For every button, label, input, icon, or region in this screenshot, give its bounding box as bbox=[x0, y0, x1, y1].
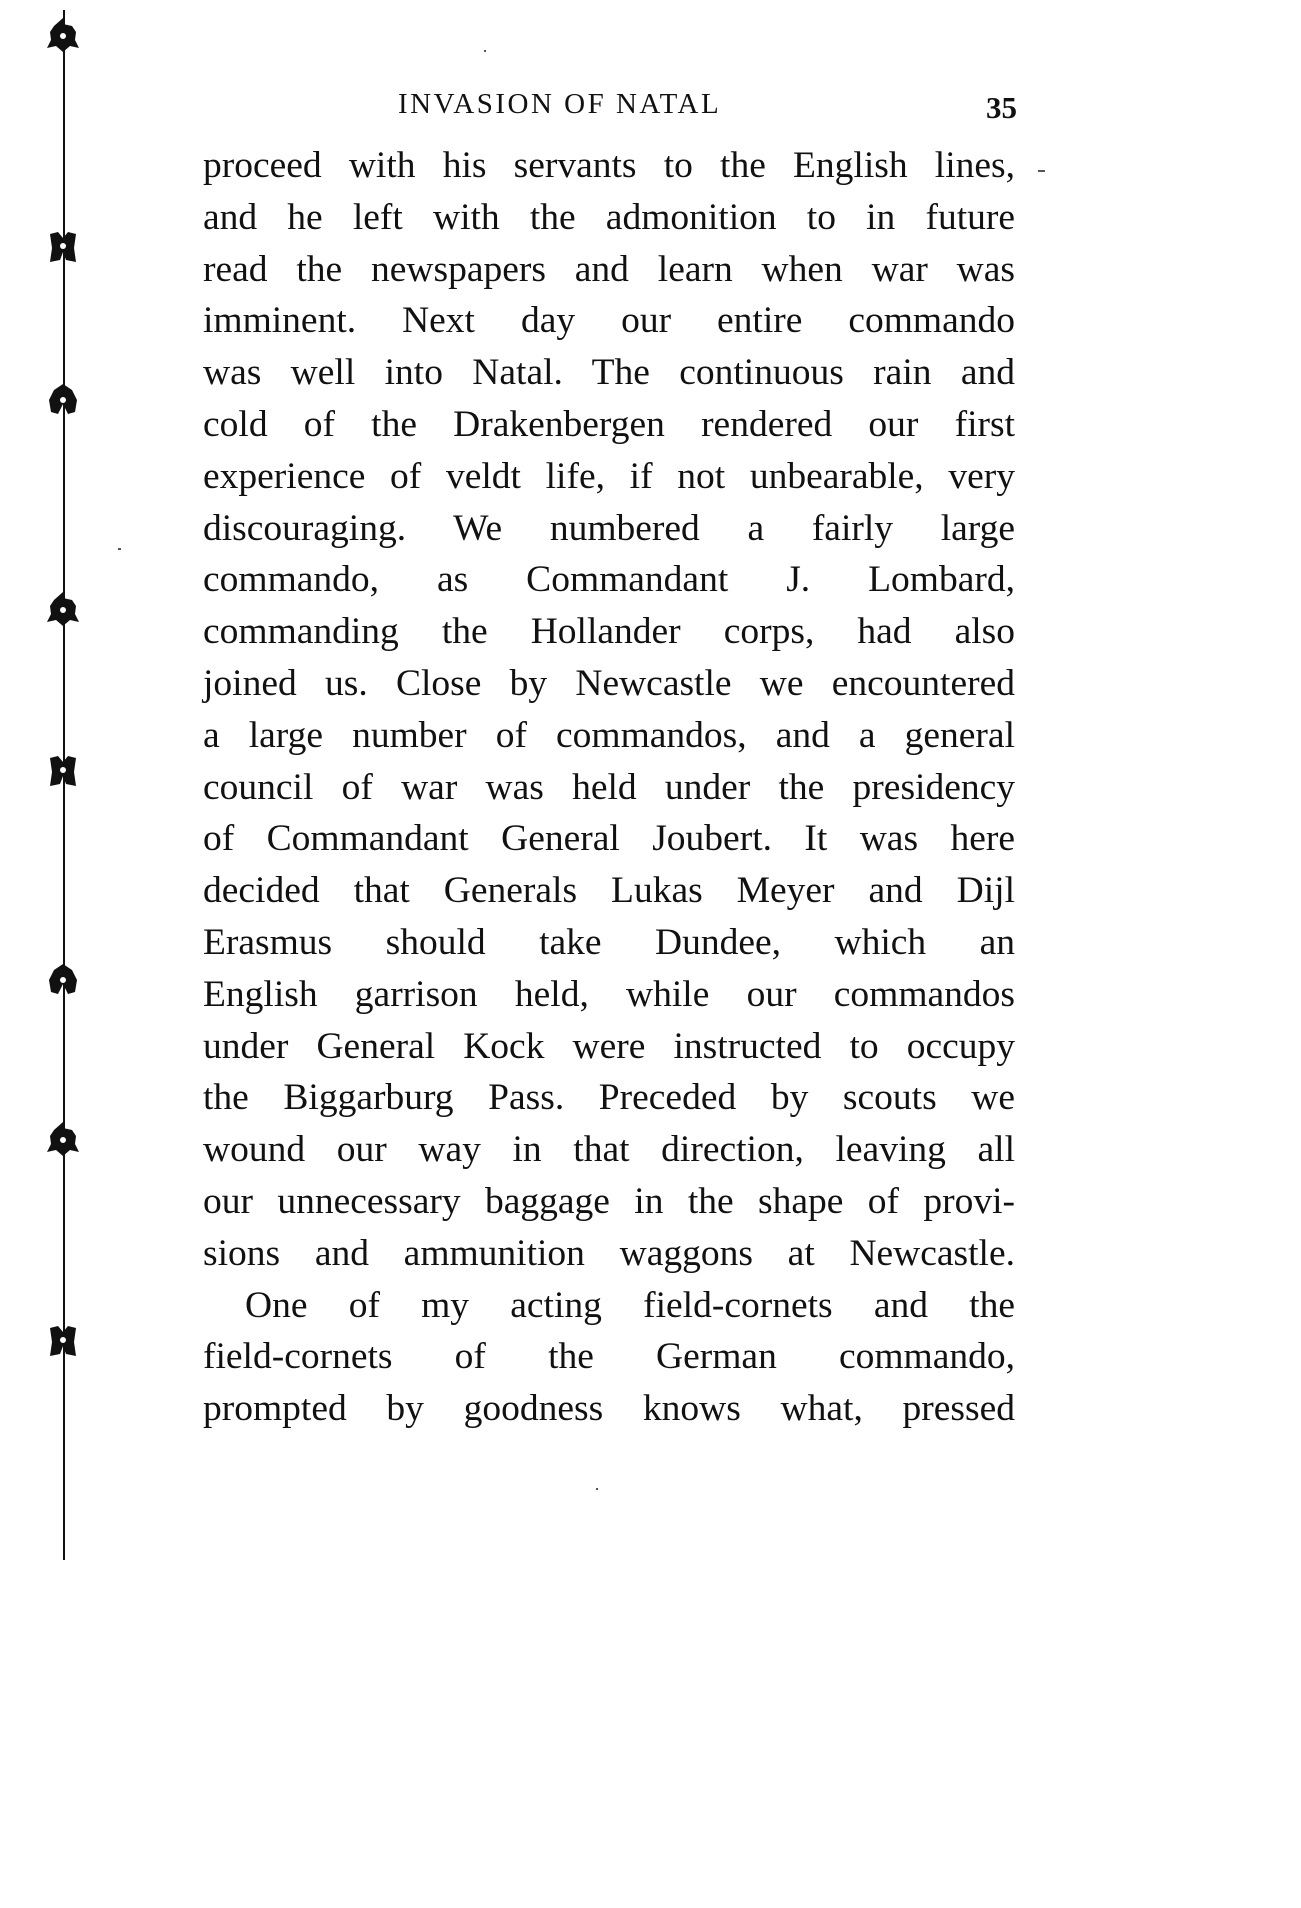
text-line: experience of veldt life, if not unbearable, very bbox=[203, 455, 1015, 497]
body-text bbox=[203, 140, 1015, 1435]
ornamental-border-icon bbox=[46, 962, 80, 1002]
text-line: prompted by goodness knows what, pressed bbox=[203, 1388, 1015, 1430]
text-line: cold of the Drakenbergen rendered our first bbox=[203, 403, 1015, 445]
text-line: the Biggarburg Pass. Preceded by scouts we bbox=[203, 1077, 1015, 1119]
ornamental-border-icon bbox=[46, 382, 80, 422]
ornamental-border-icon bbox=[46, 18, 80, 58]
ornamental-border-icon bbox=[46, 1122, 80, 1162]
text-line: council of war was held under the presidency bbox=[203, 766, 1015, 808]
ornamental-border-icon bbox=[46, 1322, 80, 1362]
text-line: of Commandant General Joubert. It was here bbox=[203, 818, 1015, 860]
text-line: Erasmus should take Dundee, which an bbox=[203, 921, 1015, 963]
text-line: sions and ammunition waggons at Newcastle. bbox=[203, 1232, 1015, 1274]
text-line: commando, as Commandant J. Lombard, bbox=[203, 559, 1015, 601]
text-line: under General Kock were instructed to occupy bbox=[203, 1025, 1015, 1067]
text-line: joined us. Close by Newcastle we encountered bbox=[203, 662, 1015, 704]
text-line: our unnecessary baggage in the shape of provi- bbox=[203, 1180, 1015, 1222]
ornamental-border-icon bbox=[46, 228, 80, 268]
text-line: proceed with his servants to the English lines, bbox=[203, 145, 1015, 186]
text-line: One of my acting field-cornets and the bbox=[245, 1284, 1015, 1326]
text-line: field-cornets of the German commando, bbox=[203, 1336, 1015, 1378]
text-line: a large number of commandos, and a general bbox=[203, 714, 1015, 756]
text-line: and he left with the admonition to in future bbox=[203, 196, 1015, 238]
text-line: decided that Generals Lukas Meyer and Dijl bbox=[203, 870, 1015, 912]
print-speck bbox=[1038, 170, 1045, 172]
text-line: discouraging. We numbered a fairly large bbox=[203, 507, 1015, 549]
print-speck bbox=[118, 548, 121, 550]
text-line: read the newspapers and learn when war was bbox=[203, 248, 1015, 290]
running-title: INVASION OF NATAL bbox=[398, 88, 722, 120]
print-speck bbox=[596, 1488, 598, 1490]
text-line: was well into Natal. The continuous rain and bbox=[203, 352, 1015, 394]
text-line: commanding the Hollander corps, had also bbox=[203, 611, 1015, 653]
ornamental-border-icon bbox=[46, 592, 80, 632]
running-head bbox=[202, 88, 1017, 128]
page-number: 35 bbox=[986, 90, 1017, 125]
text-line: imminent. Next day our entire commando bbox=[203, 300, 1015, 342]
text-line: English garrison held, while our commandos bbox=[203, 973, 1015, 1015]
text-line: wound our way in that direction, leaving all bbox=[203, 1129, 1015, 1171]
ornamental-border-icon bbox=[46, 752, 80, 792]
print-speck bbox=[484, 50, 486, 52]
